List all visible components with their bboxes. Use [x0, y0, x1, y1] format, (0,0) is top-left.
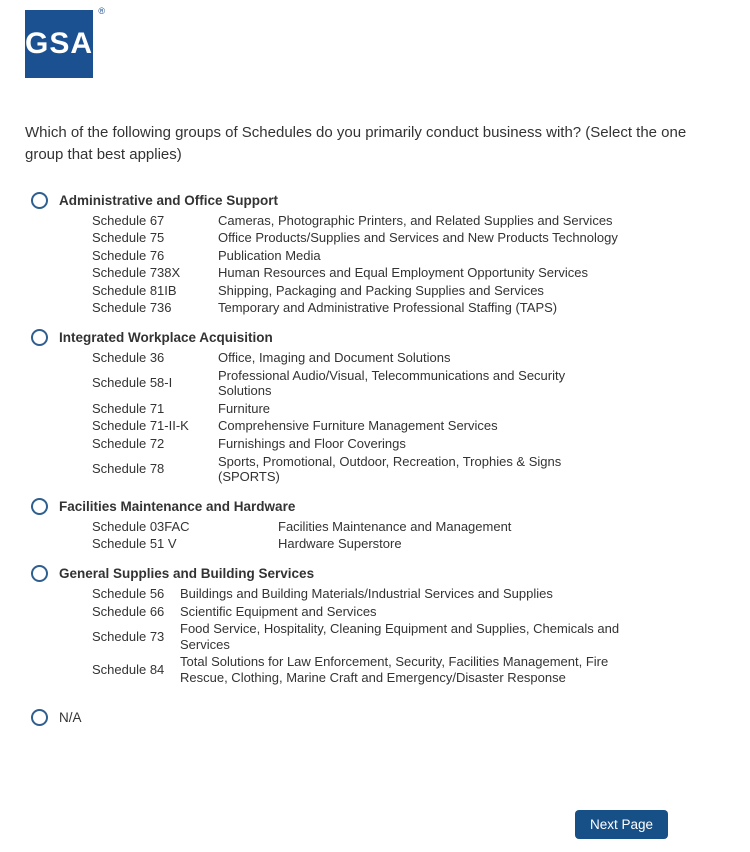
group-header — [31, 498, 725, 515]
schedule-code: Schedule 84 — [92, 662, 165, 678]
schedule-code: Schedule 51 V — [92, 536, 177, 552]
schedule-code: Schedule 56 — [92, 586, 165, 601]
schedule-desc: Furniture — [218, 400, 271, 416]
schedule-desc: Comprehensive Furniture Management Services — [218, 418, 498, 434]
schedule-desc: Buildings and Building Materials/Industrial Services and Supplies — [180, 586, 553, 601]
schedule-code: Schedule 66 — [92, 603, 165, 619]
schedule-code: Schedule 76 — [92, 247, 165, 263]
option-group-administrative-office-support — [25, 192, 725, 318]
schedule-desc: Scientific Equipment and Services — [180, 603, 377, 619]
question-text: Which of the following groups of Schedules do you primarily conduct business with? (Select the one group that best applies) — [25, 124, 687, 163]
schedule-desc: Shipping, Packaging and Packing Supplies and Services — [218, 282, 544, 298]
schedule-row — [92, 282, 618, 300]
schedule-desc: Food Service, Hospitality, Cleaning Equipment and Supplies, Chemicals and Services — [180, 621, 620, 652]
schedule-row — [92, 518, 511, 536]
schedule-code: Schedule 03FAC — [92, 518, 190, 534]
radio-na[interactable] — [31, 709, 48, 726]
schedule-desc: Cameras, Photographic Printers, and Related Supplies and Services — [218, 212, 613, 228]
schedule-desc: Publication Media — [218, 247, 321, 263]
schedule-desc: Hardware Superstore — [278, 536, 402, 552]
schedule-desc: Facilities Maintenance and Management — [278, 518, 512, 534]
group-header — [31, 192, 725, 209]
schedule-row — [92, 535, 511, 553]
gsa-logo — [25, 6, 105, 78]
schedule-code: Schedule 738X — [92, 265, 181, 281]
schedule-row — [92, 603, 640, 621]
na-label[interactable]: N/A — [59, 709, 82, 725]
schedule-desc: Temporary and Administrative Professional Staffing (TAPS) — [218, 300, 558, 316]
schedule-row — [92, 299, 618, 317]
schedule-code: Schedule 36 — [92, 350, 165, 366]
schedule-desc: Total Solutions for Law Enforcement, Security, Facilities Management, Fire Rescue, Clothing, Marine Craft and Emergency/Disaster Response — [180, 654, 609, 685]
schedule-row — [92, 653, 640, 686]
radio-facilities-maintenance-hardware[interactable] — [31, 498, 48, 515]
gsa-logo-text: GSA — [25, 27, 94, 60]
schedule-row — [92, 229, 618, 247]
radio-administrative-office-support[interactable] — [31, 192, 48, 209]
schedule-desc: Sports, Promotional, Outdoor, Recreation, Trophies & Signs (SPORTS) — [218, 453, 562, 485]
schedule-code: Schedule 67 — [92, 212, 165, 228]
schedule-row — [92, 400, 618, 418]
schedule-code: Schedule 71 — [92, 400, 165, 416]
group-header — [31, 565, 725, 582]
group-label[interactable]: Administrative and Office Support — [59, 192, 279, 208]
radio-general-supplies-building-services[interactable] — [31, 565, 48, 582]
schedule-code: Schedule 75 — [92, 230, 165, 246]
schedule-row — [92, 247, 618, 265]
schedule-code: Schedule 736 — [92, 300, 172, 316]
next-page-button[interactable]: Next Page — [575, 810, 668, 839]
schedule-row — [92, 212, 618, 230]
schedule-row — [92, 453, 618, 486]
radio-integrated-workplace-acquisition[interactable] — [31, 329, 48, 346]
schedule-desc: Furnishings and Floor Coverings — [218, 436, 406, 452]
schedule-desc: Human Resources and Equal Employment Opportunity Services — [218, 265, 588, 281]
schedule-row — [92, 264, 618, 282]
option-group-integrated-workplace-acquisition — [25, 329, 725, 486]
group-header — [31, 329, 725, 346]
schedule-desc: Professional Audio/Visual, Telecommunications and Security Solutions — [218, 367, 566, 399]
group-label[interactable]: Facilities Maintenance and Hardware — [59, 498, 296, 514]
registered-trademark-icon: ® — [98, 6, 105, 16]
option-group-facilities-maintenance-hardware — [25, 498, 725, 553]
schedule-row — [92, 349, 618, 367]
schedule-code: Schedule 73 — [92, 628, 165, 644]
schedule-code: Schedule 71-II-K — [92, 418, 189, 434]
schedule-table — [92, 585, 640, 687]
schedule-code: Schedule 81IB — [92, 282, 177, 298]
schedule-table — [92, 212, 618, 318]
schedule-row — [92, 620, 640, 653]
schedule-table — [92, 518, 511, 553]
group-label[interactable]: Integrated Workplace Acquisition — [59, 330, 273, 346]
schedule-desc: Office Products/Supplies and Services and New Products Technology — [218, 230, 618, 246]
option-group-general-supplies-building-services — [25, 565, 725, 687]
schedule-row — [92, 585, 640, 603]
option-na — [31, 709, 725, 726]
group-label[interactable]: General Supplies and Building Services — [59, 566, 315, 581]
schedule-code: Schedule 78 — [92, 461, 165, 477]
schedule-row — [92, 367, 618, 400]
footer — [25, 810, 725, 839]
schedule-code: Schedule 72 — [92, 436, 165, 452]
schedule-row — [92, 417, 618, 435]
schedule-desc: Office, Imaging and Document Solutions — [218, 350, 451, 366]
schedule-row — [92, 435, 618, 453]
schedule-code: Schedule 58-I — [92, 375, 173, 391]
schedule-table — [92, 349, 618, 486]
